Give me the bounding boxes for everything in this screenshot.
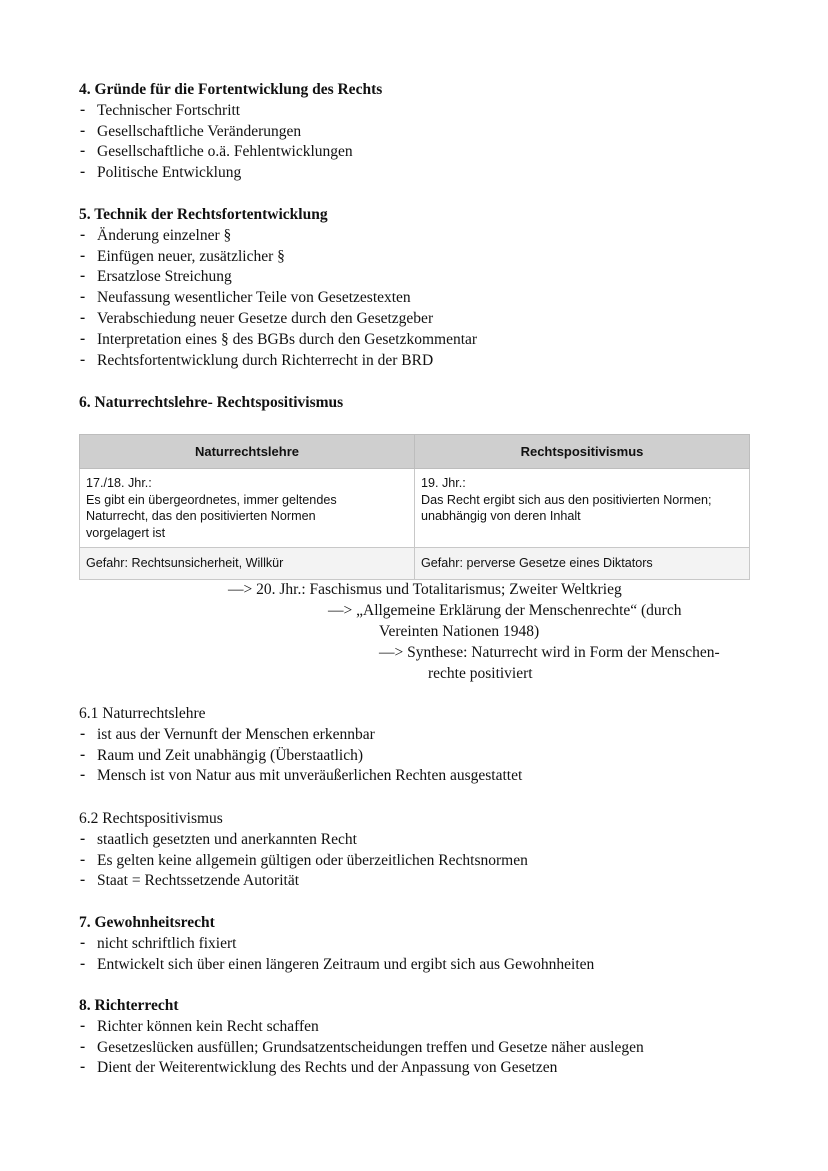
list-item: - Technischer Fortschritt xyxy=(79,101,779,122)
list-item: - Politische Entwicklung xyxy=(79,163,779,184)
cell-line: vorgelagert ist xyxy=(86,525,166,540)
section-7-list xyxy=(79,934,779,976)
list-item: - Es gelten keine allgemein gültigen oder überzeitlichen Rechtsnormen xyxy=(79,851,779,872)
list-item: - Interpretation eines § des BGBs durch den Gesetzkommentar xyxy=(79,330,779,351)
comparison-table xyxy=(79,434,750,580)
section-4 xyxy=(79,80,779,184)
list-item: - Gesetzeslücken ausfüllen; Grundsatzentscheidungen treffen und Gesetze näher auslegen xyxy=(79,1038,779,1059)
cell-line: Naturrecht, das den positivierten Normen xyxy=(86,509,316,523)
table-cell: Gefahr: Rechtsunsicherheit, Willkür xyxy=(80,548,415,580)
table-cell: Gefahr: perverse Gesetze eines Diktators xyxy=(415,548,750,580)
list-item: - nicht schriftlich fixiert xyxy=(79,934,779,955)
section-5-list xyxy=(79,226,779,372)
list-item: - Neufassung wesentlicher Teile von Gesetzestexten xyxy=(79,288,779,309)
list-item: - Rechtsfortentwicklung durch Richterrecht in der BRD xyxy=(79,351,779,372)
section-6-heading: 6. Naturrechtslehre- Rechtspositivismus xyxy=(79,394,344,411)
table-header-row xyxy=(80,435,750,469)
table-header-rechtspositivismus: Rechtspositivismus xyxy=(415,435,750,469)
section-7 xyxy=(79,913,779,975)
table-cell xyxy=(80,469,415,548)
section-6-2-heading: 6.2 Rechtspositivismus xyxy=(79,810,223,827)
cell-line: 17./18. Jhr.: xyxy=(86,476,152,490)
list-item: - Raum und Zeit unabhängig (Überstaatlich) xyxy=(79,746,779,767)
arrow-note-3: Vereinten Nationen 1948) xyxy=(379,623,540,640)
list-item: - ist aus der Vernunft der Menschen erkennbar xyxy=(79,725,779,746)
section-6-1 xyxy=(79,704,779,787)
table-header-naturrechtslehre: Naturrechtslehre xyxy=(80,435,415,469)
section-8-heading: 8. Richterrecht xyxy=(79,997,179,1014)
list-item: - Ersatzlose Streichung xyxy=(79,267,779,288)
table-row xyxy=(80,469,750,548)
cell-line: Das Recht ergibt sich aus den positivierten Normen; xyxy=(421,492,712,507)
list-item: - Mensch ist von Natur aus mit unveräußerlichen Rechten ausgestattet xyxy=(79,766,779,787)
section-7-heading: 7. Gewohnheitsrecht xyxy=(79,914,215,931)
list-item: - Richter können kein Recht schaffen xyxy=(79,1017,779,1038)
list-item: - Gesellschaftliche o.ä. Fehlentwicklungen xyxy=(79,142,779,163)
section-6-1-list xyxy=(79,725,779,787)
list-item: - Dient der Weiterentwicklung des Rechts und der Anpassung von Gesetzen xyxy=(79,1058,779,1079)
section-8 xyxy=(79,996,779,1079)
arrow-note-5: rechte positiviert xyxy=(428,665,533,682)
cell-line: Es gibt ein übergeordnetes, immer geltendes xyxy=(86,492,337,507)
list-item: - Einfügen neuer, zusätzlicher § xyxy=(79,247,779,268)
section-6-2 xyxy=(79,809,779,892)
list-item: - Entwickelt sich über einen längeren Zeitraum und ergibt sich aus Gewohnheiten xyxy=(79,955,779,976)
list-item: - Verabschiedung neuer Gesetze durch den Gesetzgeber xyxy=(79,309,779,330)
list-item: - Änderung einzelner § xyxy=(79,226,779,247)
arrow-note-2: —> „Allgemeine Erklärung der Menschenrechte“ (durch xyxy=(328,602,682,619)
section-8-list xyxy=(79,1017,779,1079)
section-6 xyxy=(79,393,779,414)
section-5-heading: 5. Technik der Rechtsfortentwicklung xyxy=(79,206,328,223)
list-item: - Staat = Rechtssetzende Autorität xyxy=(79,871,779,892)
table-cell xyxy=(415,469,750,548)
list-item: - Gesellschaftliche Veränderungen xyxy=(79,122,779,143)
table-row xyxy=(80,548,750,580)
section-5 xyxy=(79,205,779,371)
list-item: - staatlich gesetzten und anerkannten Recht xyxy=(79,830,779,851)
arrow-note-4: —> Synthese: Naturrecht wird in Form der Menschen- xyxy=(379,644,720,661)
arrow-note-1: —> 20. Jhr.: Faschismus und Totalitarismus; Zweiter Weltkrieg xyxy=(228,581,622,598)
section-6-2-list xyxy=(79,830,779,892)
section-4-list xyxy=(79,101,779,184)
cell-line: unabhängig von deren Inhalt xyxy=(421,509,581,523)
section-4-heading: 4. Gründe für die Fortentwicklung des Rechts xyxy=(79,81,383,98)
section-6-1-heading: 6.1 Naturrechtslehre xyxy=(79,705,206,722)
cell-line: 19. Jhr.: xyxy=(421,476,466,490)
